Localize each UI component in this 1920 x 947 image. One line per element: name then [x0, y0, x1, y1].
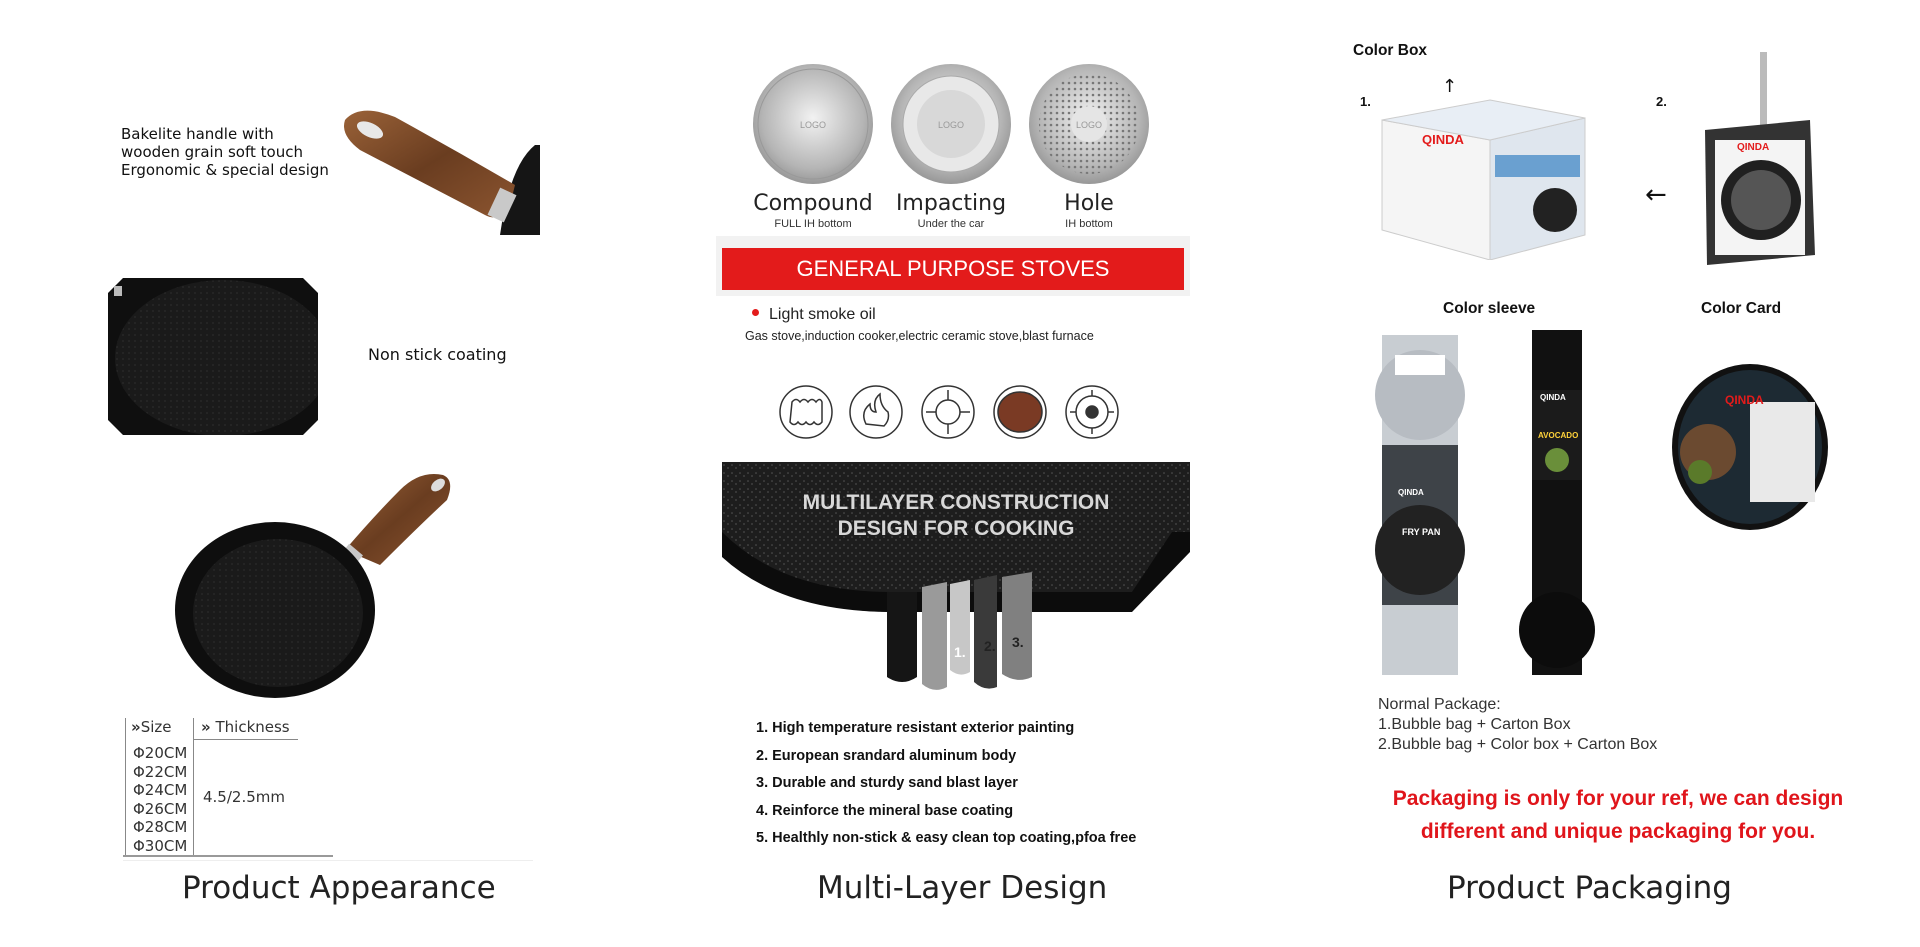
- size-value: Φ20CM: [133, 744, 188, 762]
- size-table: [125, 718, 300, 855]
- layer-item: 2. European srandard aluminum body: [756, 747, 1017, 764]
- layer-number: 5.: [1082, 647, 1094, 663]
- caption-multi-layer-design: Multi-Layer Design: [817, 870, 1108, 906]
- table-baseline: [123, 855, 333, 857]
- logo-mark: LOGO: [1075, 120, 1103, 130]
- handle-text-line: Ergonomic & special design: [121, 161, 329, 179]
- brand-logo: QINDA: [1725, 393, 1764, 407]
- item-number: 1.: [1360, 94, 1371, 109]
- avocado-label: AVOCADO: [1538, 431, 1579, 440]
- bottom-name: Compound: [753, 191, 873, 216]
- bottom-sub: FULL IH bottom: [774, 218, 852, 230]
- size-value: Φ28CM: [133, 818, 188, 836]
- stoves-text: Gas stove,induction cooker,electric ceramic stove,blast furnace: [745, 329, 1094, 343]
- color-sleeve-heading: Color sleeve: [1443, 300, 1536, 317]
- size-list: [133, 744, 187, 855]
- handle-text-line: Bakelite handle with: [121, 125, 274, 143]
- pan-bottoms: [748, 62, 1158, 190]
- arrow-left-icon: ←: [1645, 180, 1667, 210]
- panel-title: [722, 490, 1190, 542]
- brand-logo: QINDA: [1540, 393, 1566, 402]
- sleeve-black-image: [1510, 330, 1605, 675]
- stove-icons-row: [778, 382, 1123, 442]
- panel-title-line: DESIGN FOR COOKING: [837, 517, 1075, 540]
- normal-package: [1378, 695, 1657, 755]
- bullet-dot: [752, 309, 759, 316]
- bottom-name: Impacting: [895, 191, 1007, 216]
- coating-closeup-image: [108, 278, 318, 435]
- box-with-pan-image: [1695, 50, 1825, 270]
- brand-logo: QINDA: [1737, 142, 1770, 153]
- layers-list: [756, 715, 1136, 853]
- normal-package-title: Normal Package:: [1378, 696, 1501, 713]
- packaging-note-line: different and unique packaging for you.: [1420, 820, 1816, 843]
- logo-mark: LOGO: [937, 120, 965, 130]
- panel-title-line: MULTILAYER CONSTRUCTION: [802, 491, 1110, 514]
- furnace-icon: [1066, 386, 1118, 438]
- stoves-banner: GENERAL PURPOSE STOVES: [722, 248, 1184, 290]
- normal-package-item: 2.Bubble bag + Color box + Carton Box: [1378, 736, 1658, 753]
- bottom-label-hole: [1024, 191, 1154, 230]
- gas-burner-icon: [922, 386, 974, 438]
- induction-coil-icon: [780, 386, 832, 438]
- color-box-image: [1380, 70, 1595, 260]
- frying-pan-image: [175, 465, 465, 700]
- layer-number: 3.: [1012, 634, 1024, 650]
- table-divider: [193, 739, 298, 740]
- handle-text-line: wooden grain soft touch: [121, 143, 303, 161]
- item-number: 2.: [1656, 94, 1667, 109]
- caption-product-packaging: Product Packaging: [1447, 870, 1732, 906]
- color-card-heading: Color Card: [1701, 300, 1782, 317]
- bottom-name: Hole: [1064, 191, 1114, 216]
- caption-product-appearance: Product Appearance: [182, 870, 496, 906]
- size-value: Φ30CM: [133, 836, 188, 855]
- coating-label: Non stick coating: [368, 345, 507, 364]
- bottom-sub: Under the car: [917, 218, 985, 230]
- layer-item: 4. Reinforce the mineral base coating: [756, 802, 1014, 819]
- fry-pan-label: FRY PAN: [1402, 527, 1441, 537]
- layer-item: 1. High temperature resistant exterior painting: [756, 720, 1075, 736]
- brand-logo: QINDA: [1398, 488, 1424, 497]
- bottom-label-compound: [748, 191, 878, 230]
- size-header: »Size: [131, 718, 172, 736]
- size-header-label: Size: [140, 718, 172, 736]
- size-value: Φ24CM: [133, 781, 188, 799]
- layer-number: 4.: [1042, 636, 1054, 652]
- oil-line: [752, 306, 876, 324]
- oil-text: Light smoke oil: [769, 306, 876, 323]
- handle-description: [121, 125, 329, 179]
- layer-item: 5. Healthly non-stick & easy clean top coating,pfoa free: [756, 830, 1137, 846]
- bottom-sub: IH bottom: [1065, 218, 1113, 230]
- logo-mark: LOGO: [799, 120, 827, 130]
- color-box-heading: Color Box: [1353, 42, 1428, 59]
- handle-image: [335, 105, 540, 235]
- layer-number: 1.: [954, 644, 966, 660]
- packaging-note-line: Packaging is only for your ref, we can design: [1392, 787, 1844, 810]
- layer-item: 3. Durable and sturdy sand blast layer: [756, 775, 1018, 791]
- thickness-value: 4.5/2.5mm: [203, 788, 285, 806]
- bottom-label-impacting: [886, 191, 1016, 230]
- table-baseline: [123, 860, 533, 861]
- brand-logo: QINDA: [1422, 132, 1464, 147]
- layer-number: 2.: [984, 638, 996, 654]
- arrow-up-icon: ↑: [1442, 76, 1458, 97]
- thickness-header: » Thickness: [201, 718, 290, 736]
- sleeve-grey-image: [1370, 335, 1470, 675]
- ceramic-plate-icon: [994, 386, 1046, 438]
- flame-icon: [850, 386, 902, 438]
- packaging-note: [1368, 782, 1868, 848]
- color-card-image: [1670, 362, 1830, 532]
- thickness-header-label: Thickness: [215, 718, 290, 736]
- normal-package-item: 1.Bubble bag + Carton Box: [1378, 716, 1571, 733]
- multilayer-panel: [722, 462, 1190, 702]
- table-border: [125, 718, 126, 855]
- size-value: Φ26CM: [133, 799, 188, 818]
- size-value: Φ22CM: [133, 762, 188, 781]
